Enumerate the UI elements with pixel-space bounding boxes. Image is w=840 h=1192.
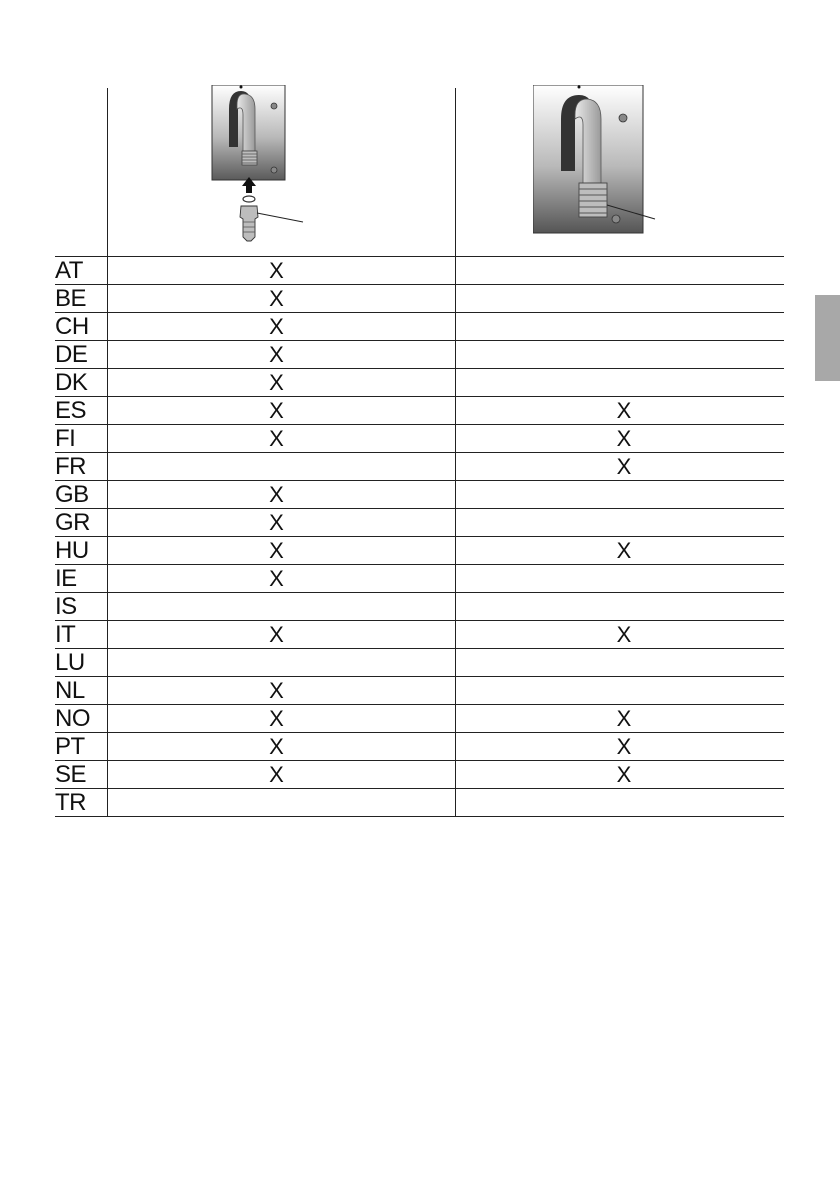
column-1-mark: X: [108, 509, 456, 537]
country-code: NO: [55, 705, 108, 733]
column-1-mark: X: [108, 341, 456, 369]
table-row: [55, 705, 784, 733]
country-code: HU: [55, 537, 108, 565]
column-1-mark: X: [108, 313, 456, 341]
faucet-with-adapter-illustration: [207, 85, 337, 250]
country-code: TR: [55, 789, 108, 817]
column-2-mark: [456, 341, 785, 369]
column-1-mark: X: [108, 257, 456, 285]
column-2-mark: X: [456, 761, 785, 789]
column-1-mark: X: [108, 369, 456, 397]
column-2-mark: [456, 565, 785, 593]
country-code: IT: [55, 621, 108, 649]
column-2-mark: [456, 481, 785, 509]
column-2-mark: [456, 369, 785, 397]
table-row: [55, 593, 784, 621]
table-row: [55, 425, 784, 453]
country-code: BE: [55, 285, 108, 313]
table-row: [55, 537, 784, 565]
column-2-mark: [456, 789, 785, 817]
column-1-mark: X: [108, 537, 456, 565]
faucet-threaded-illustration: [533, 85, 663, 250]
table-row: [55, 621, 784, 649]
country-code: SE: [55, 761, 108, 789]
table-row: [55, 453, 784, 481]
country-code: ES: [55, 397, 108, 425]
section-tab-marker: [815, 295, 840, 381]
country-code: CH: [55, 313, 108, 341]
column-2-mark: X: [456, 397, 785, 425]
country-code: GB: [55, 481, 108, 509]
column-2-mark: X: [456, 537, 785, 565]
column-2-mark: [456, 313, 785, 341]
column-1-mark: X: [108, 565, 456, 593]
column-1-mark: X: [108, 285, 456, 313]
column-2-mark: [456, 593, 785, 621]
country-code: AT: [55, 257, 108, 285]
column-1-mark: X: [108, 705, 456, 733]
column-2-mark: X: [456, 733, 785, 761]
column-2-mark: [456, 649, 785, 677]
country-code: FI: [55, 425, 108, 453]
column-1-mark: [108, 453, 456, 481]
column-1-mark: X: [108, 677, 456, 705]
table-row: [55, 341, 784, 369]
column-1-mark: X: [108, 425, 456, 453]
table-row: [55, 397, 784, 425]
column-2-mark: [456, 677, 785, 705]
column-1-mark: X: [108, 397, 456, 425]
column-1-mark: [108, 789, 456, 817]
country-code: NL: [55, 677, 108, 705]
column-2-mark: X: [456, 453, 785, 481]
table-row: [55, 565, 784, 593]
country-code: DK: [55, 369, 108, 397]
column-1-mark: X: [108, 761, 456, 789]
country-code: FR: [55, 453, 108, 481]
header-column-1: [108, 88, 456, 257]
table-row: [55, 761, 784, 789]
column-2-mark: [456, 257, 785, 285]
column-1-mark: [108, 649, 456, 677]
column-2-mark: [456, 285, 785, 313]
column-1-mark: [108, 593, 456, 621]
table-row: [55, 257, 784, 285]
country-code: IE: [55, 565, 108, 593]
table-row: [55, 313, 784, 341]
table-row: [55, 481, 784, 509]
country-code: GR: [55, 509, 108, 537]
country-code: IS: [55, 593, 108, 621]
column-2-mark: X: [456, 425, 785, 453]
column-1-mark: X: [108, 621, 456, 649]
table-header-row: [55, 88, 784, 257]
table-row: [55, 789, 784, 817]
column-1-mark: X: [108, 481, 456, 509]
table-row: [55, 285, 784, 313]
header-country-cell: [55, 88, 108, 257]
header-column-2: [456, 88, 785, 257]
table-row: [55, 369, 784, 397]
column-1-mark: X: [108, 733, 456, 761]
table-row: [55, 649, 784, 677]
country-code: PT: [55, 733, 108, 761]
country-compatibility-table: [55, 88, 784, 817]
table-row: [55, 509, 784, 537]
country-code: DE: [55, 341, 108, 369]
column-2-mark: [456, 509, 785, 537]
table-row: [55, 733, 784, 761]
column-2-mark: X: [456, 705, 785, 733]
table-row: [55, 677, 784, 705]
country-code: LU: [55, 649, 108, 677]
column-2-mark: X: [456, 621, 785, 649]
